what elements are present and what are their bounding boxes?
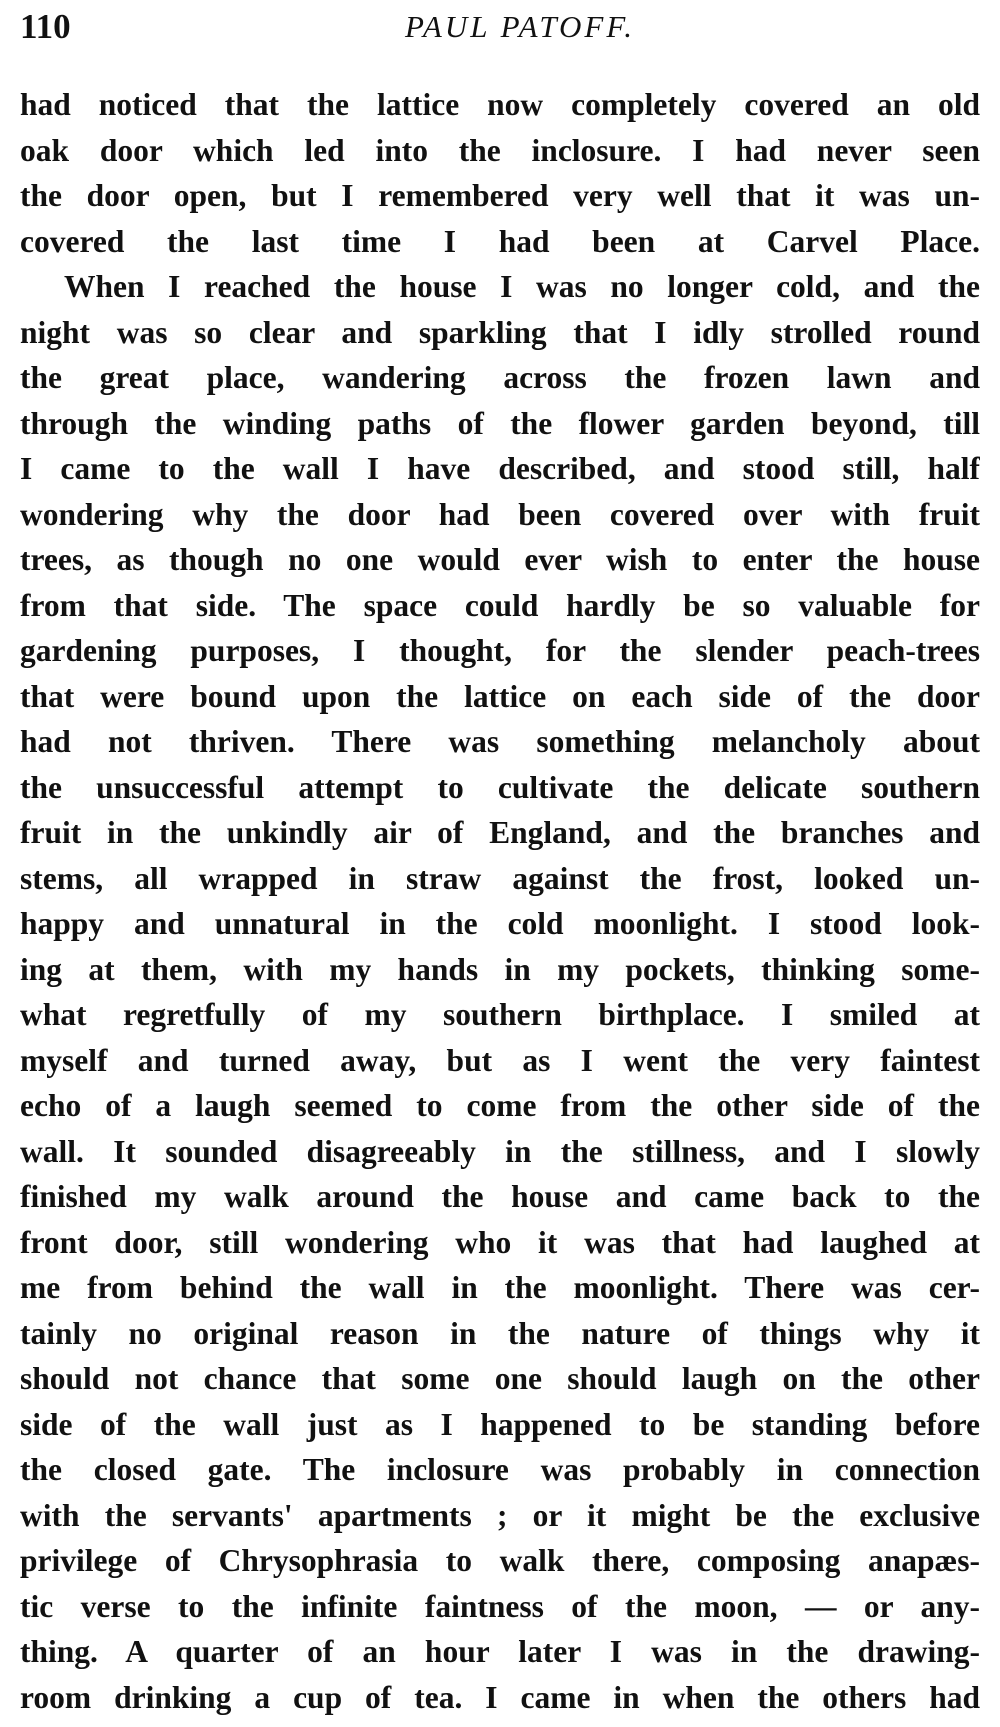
- text-line: happy and unnatural in the cold moonlight. I stood look-: [20, 906, 980, 941]
- text-line: the closed gate. The inclosure was probably in connection: [20, 1452, 980, 1487]
- text-line: with the servants' apartments ; or it might be the exclusive: [20, 1497, 980, 1533]
- running-head: [20, 2, 980, 52]
- text-line: that were bound upon the lattice on each side of the door: [20, 678, 980, 714]
- text-line: fruit in the unkindly air of England, and the branches and: [20, 815, 980, 850]
- text-line: side of the wall just as I happened to be standing before: [20, 1406, 980, 1442]
- text-line: ing at them, with my hands in my pockets, thinking some-: [20, 951, 980, 987]
- body-text: [20, 82, 980, 1720]
- running-title: PAUL PATOFF.: [404, 9, 636, 44]
- text-line: When I reached the house I was no longer cold, and the: [64, 269, 980, 304]
- text-line: front door, still wondering who it was that had laughed at: [20, 1224, 980, 1260]
- text-line: I came to the wall I have described, and stood still, half: [20, 451, 980, 486]
- text-line: had not thriven. There was something melancholy about: [20, 724, 980, 759]
- text-line: room drinking a cup of tea. I came in when the others had: [20, 1679, 980, 1715]
- text-line: thing. A quarter of an hour later I was in the drawing-: [20, 1634, 980, 1669]
- text-line: oak door which led into the inclosure. I had never seen: [20, 132, 980, 168]
- text-line: wall. It sounded disagreeably in the stillness, and I slowly: [20, 1133, 980, 1169]
- text-line: the great place, wandering across the frozen lawn and: [20, 360, 980, 395]
- text-line: had noticed that the lattice now completely covered an old: [20, 87, 980, 122]
- book-page: [20, 0, 980, 1727]
- text-line: trees, as though no one would ever wish to enter the house: [20, 542, 980, 577]
- text-line: from that side. The space could hardly be so valuable for: [20, 587, 980, 623]
- page-number: 110: [20, 7, 71, 46]
- text-line: night was so clear and sparkling that I idly strolled round: [20, 314, 980, 350]
- text-line: me from behind the wall in the moonlight. There was cer-: [20, 1270, 980, 1305]
- text-line: the unsuccessful attempt to cultivate the delicate southern: [20, 769, 980, 805]
- text-line: should not chance that some one should laugh on the other: [20, 1361, 980, 1396]
- text-line: through the winding paths of the flower garden beyond, till: [20, 405, 980, 441]
- text-line: wondering why the door had been covered over with fruit: [20, 496, 980, 532]
- text-line: tainly no original reason in the nature of things why it: [20, 1315, 980, 1351]
- text-line: covered the last time I had been at Carvel Place.: [20, 223, 980, 259]
- text-line: the door open, but I remembered very well that it was un-: [20, 178, 980, 213]
- text-line: stems, all wrapped in straw against the frost, looked un-: [20, 860, 980, 896]
- text-line: tic verse to the infinite faintness of the moon, — or any-: [20, 1588, 980, 1624]
- text-line: echo of a laugh seemed to come from the other side of the: [20, 1088, 980, 1123]
- text-line: myself and turned away, but as I went the very faintest: [20, 1042, 980, 1078]
- text-line: finished my walk around the house and came back to the: [20, 1179, 980, 1214]
- text-line: gardening purposes, I thought, for the slender peach-trees: [20, 633, 980, 668]
- text-line: what regretfully of my southern birthplace. I smiled at: [20, 997, 980, 1032]
- text-line: privilege of Chrysophrasia to walk there, composing anapæs-: [20, 1543, 980, 1578]
